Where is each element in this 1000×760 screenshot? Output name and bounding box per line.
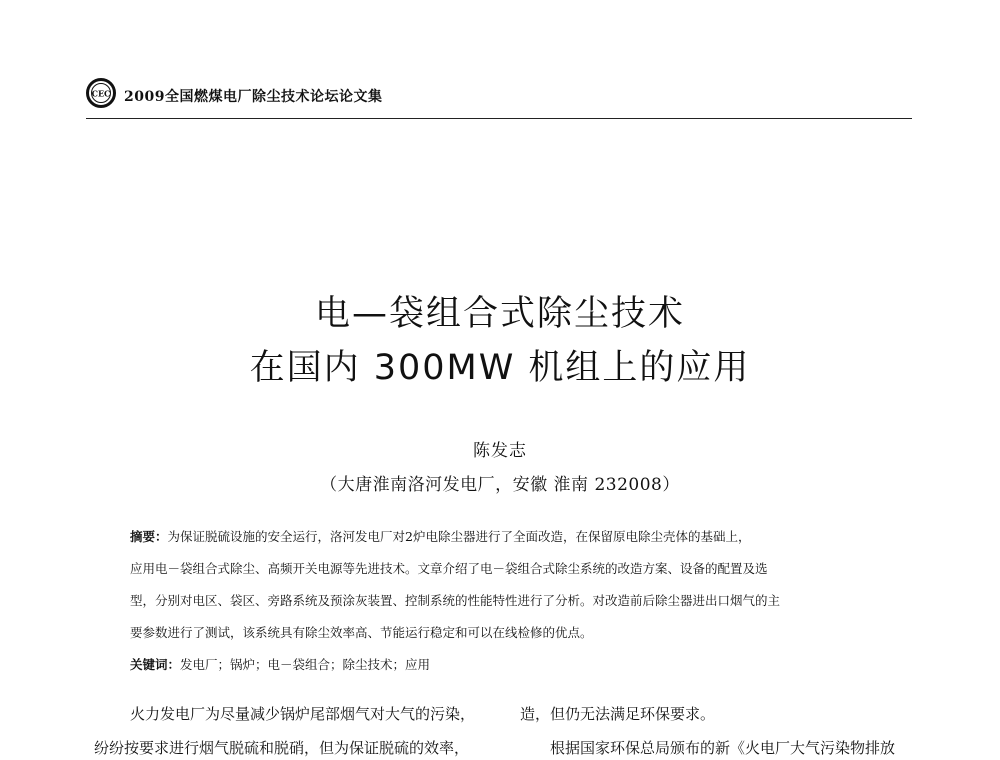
- body-text-right-line: 造，但仍无法满足环保要求。: [520, 705, 716, 723]
- abstract-line: 型，分别对电区、袋区、旁路系统及预涂灰装置、控制系统的性能特性进行了分析。对改造前后除尘器进出口烟气的主: [130, 593, 781, 608]
- abstract-line: 应用电－袋组合式除尘、高频开关电源等先进技术。文章介绍了电－袋组合式除尘系统的改造方案、设备的配置及选: [130, 561, 768, 576]
- keywords-label: 关键词：: [130, 657, 181, 672]
- keywords-line: [130, 655, 880, 673]
- abstract-line: 要参数进行了测试，该系统具有除尘效率高、节能运行稳定和可以在线检修的优点。: [130, 625, 593, 640]
- abstract-line: [130, 527, 880, 545]
- keywords-text: 发电厂；锅炉；电－袋组合；除尘技术；应用: [180, 657, 431, 672]
- body-text-left-line: 火力发电厂为尽量减少锅炉尾部烟气对大气的污染，: [130, 705, 476, 723]
- author-affiliation: （大唐淮南洛河发电厂，安徽 淮南 232008）: [320, 475, 680, 495]
- body-text-right-line: 根据国家环保总局颁布的新《火电厂大气污染物排放: [550, 739, 896, 757]
- paper-title-line2: 在国内 300MW 机组上的应用: [249, 348, 751, 388]
- cec-logo: [86, 78, 116, 108]
- logo-text: CEC: [91, 88, 111, 99]
- abstract-label: 摘要：: [130, 529, 168, 544]
- proceedings-title: 2009全国燃煤电厂除尘技术论坛论文集: [124, 89, 383, 105]
- paper-title-line1: 电—袋组合式除尘技术: [314, 294, 685, 334]
- author-name: 陈发志: [473, 441, 527, 461]
- body-text-left-line: 纷纷按要求进行烟气脱硫和脱硝，但为保证脱硫的效率，: [94, 739, 470, 757]
- abstract-text: 为保证脱硫设施的安全运行，洛河发电厂对2炉电除尘器进行了全面改造，在保留原电除尘壳体的基础上，: [167, 529, 751, 544]
- running-header: [86, 78, 912, 119]
